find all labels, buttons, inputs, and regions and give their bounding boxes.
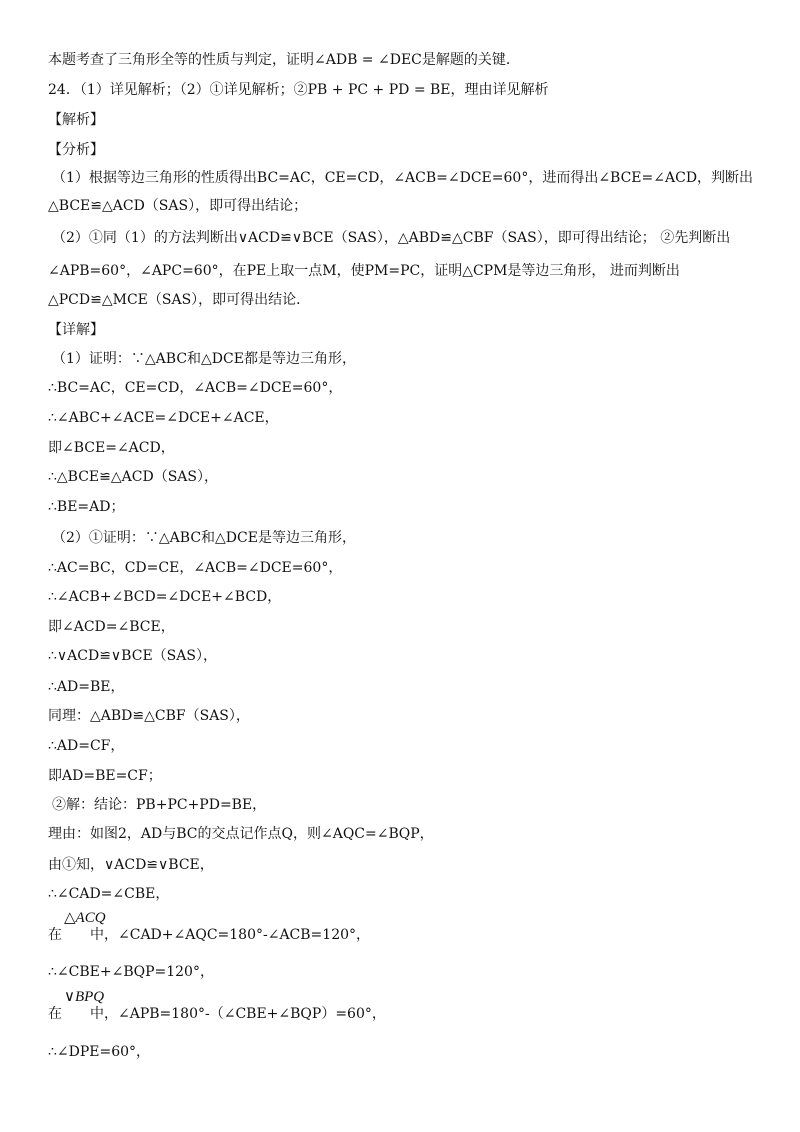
- text-line: ∴∠CAD=∠CBE，: [48, 886, 170, 902]
- triangle-label: ∨BPQ: [64, 989, 105, 1005]
- section-heading: 【解析】: [48, 112, 104, 128]
- triangle-label: △ACQ: [64, 910, 106, 926]
- text-line: 即AD=BE=CF；: [48, 768, 162, 784]
- text-line: ∴∠CBE+∠BQP=120°，: [48, 964, 214, 980]
- text-line: ∴∨ACD≌∨BCE（SAS），: [48, 648, 217, 664]
- text-line: （2）①证明：∵△ABC和△DCE是等边三角形，: [52, 530, 356, 546]
- text-line: 同理：△ABD≌△CBF（SAS），: [48, 708, 250, 724]
- text-line: （1）根据等边三角形的性质得出BC=AC，CE=CD，∠ACB=∠DCE=60°，进而得出∠BCE=∠ACD，判断出: [52, 170, 754, 186]
- text-line: ∴∠ACB+∠BCD=∠DCE+∠BCD，: [48, 589, 282, 605]
- text-line: ∠APB=60°，∠APC=60°，在PE上取一点M，使PM=PC，证明△CPM是等边三角形， 进而判断出: [48, 263, 680, 279]
- text-line: △PCD≌△MCE（SAS），即可得出结论．: [48, 292, 311, 308]
- text-line: 在 中，∠CAD+∠AQC=180°-∠ACB=120°，: [48, 927, 371, 943]
- text-line: ∴BE=AD；: [48, 499, 125, 515]
- section-heading: 【分析】: [48, 142, 104, 158]
- text-line: 理由：如图2，AD与BC的交点记作点Q，则∠AQC=∠BQP，: [48, 826, 434, 842]
- text-line: ∴BC=AC，CE=CD，∠ACB=∠DCE=60°，: [48, 380, 343, 396]
- text-line: ②解：结论：PB+PC+PD=BE，: [52, 797, 267, 813]
- text-line: △BCE≌△ACD（SAS），即可得出结论；: [48, 198, 308, 214]
- text-line: ∴AC=BC，CD=CE，∠ACB=∠DCE=60°，: [48, 560, 343, 576]
- text-line: 在 中，∠APB=180°-（∠CBE+∠BQP）=60°，: [48, 1006, 386, 1022]
- text-line: 由①知，∨ACD≌∨BCE，: [48, 857, 214, 873]
- answer-line: 24．（1）详见解析；（2）①详见解析；②PB + PC + PD = BE，理由详见解析: [48, 82, 549, 98]
- text-line: ∴AD=BE，: [48, 679, 125, 695]
- text-line: ∴∠ABC+∠ACE=∠DCE+∠ACE，: [48, 410, 279, 426]
- section-heading: 【详解】: [48, 322, 104, 338]
- stacked-line: [48, 989, 386, 1023]
- stacked-line: [48, 910, 371, 944]
- text-line: （2）①同（1）的方法判断出∨ACD≌∨BCE（SAS），△ABD≌△CBF（SAS），即可得出结论； ②先判断出: [52, 230, 731, 246]
- text-line: 本题考查了三角形全等的性质与判定，证明∠ADB = ∠DEC是解题的关键．: [48, 52, 520, 68]
- text-line: ∴AD=CF，: [48, 738, 125, 754]
- text-line: 即∠ACD=∠BCE，: [48, 619, 175, 635]
- text-line: 即∠BCE=∠ACD，: [48, 440, 175, 456]
- text-line: ∴△BCE≌△ACD（SAS），: [48, 469, 218, 485]
- text-line: （1）证明：∵△ABC和△DCE都是等边三角形，: [52, 351, 356, 367]
- text-line: ∴∠DPE=60°，: [48, 1044, 151, 1060]
